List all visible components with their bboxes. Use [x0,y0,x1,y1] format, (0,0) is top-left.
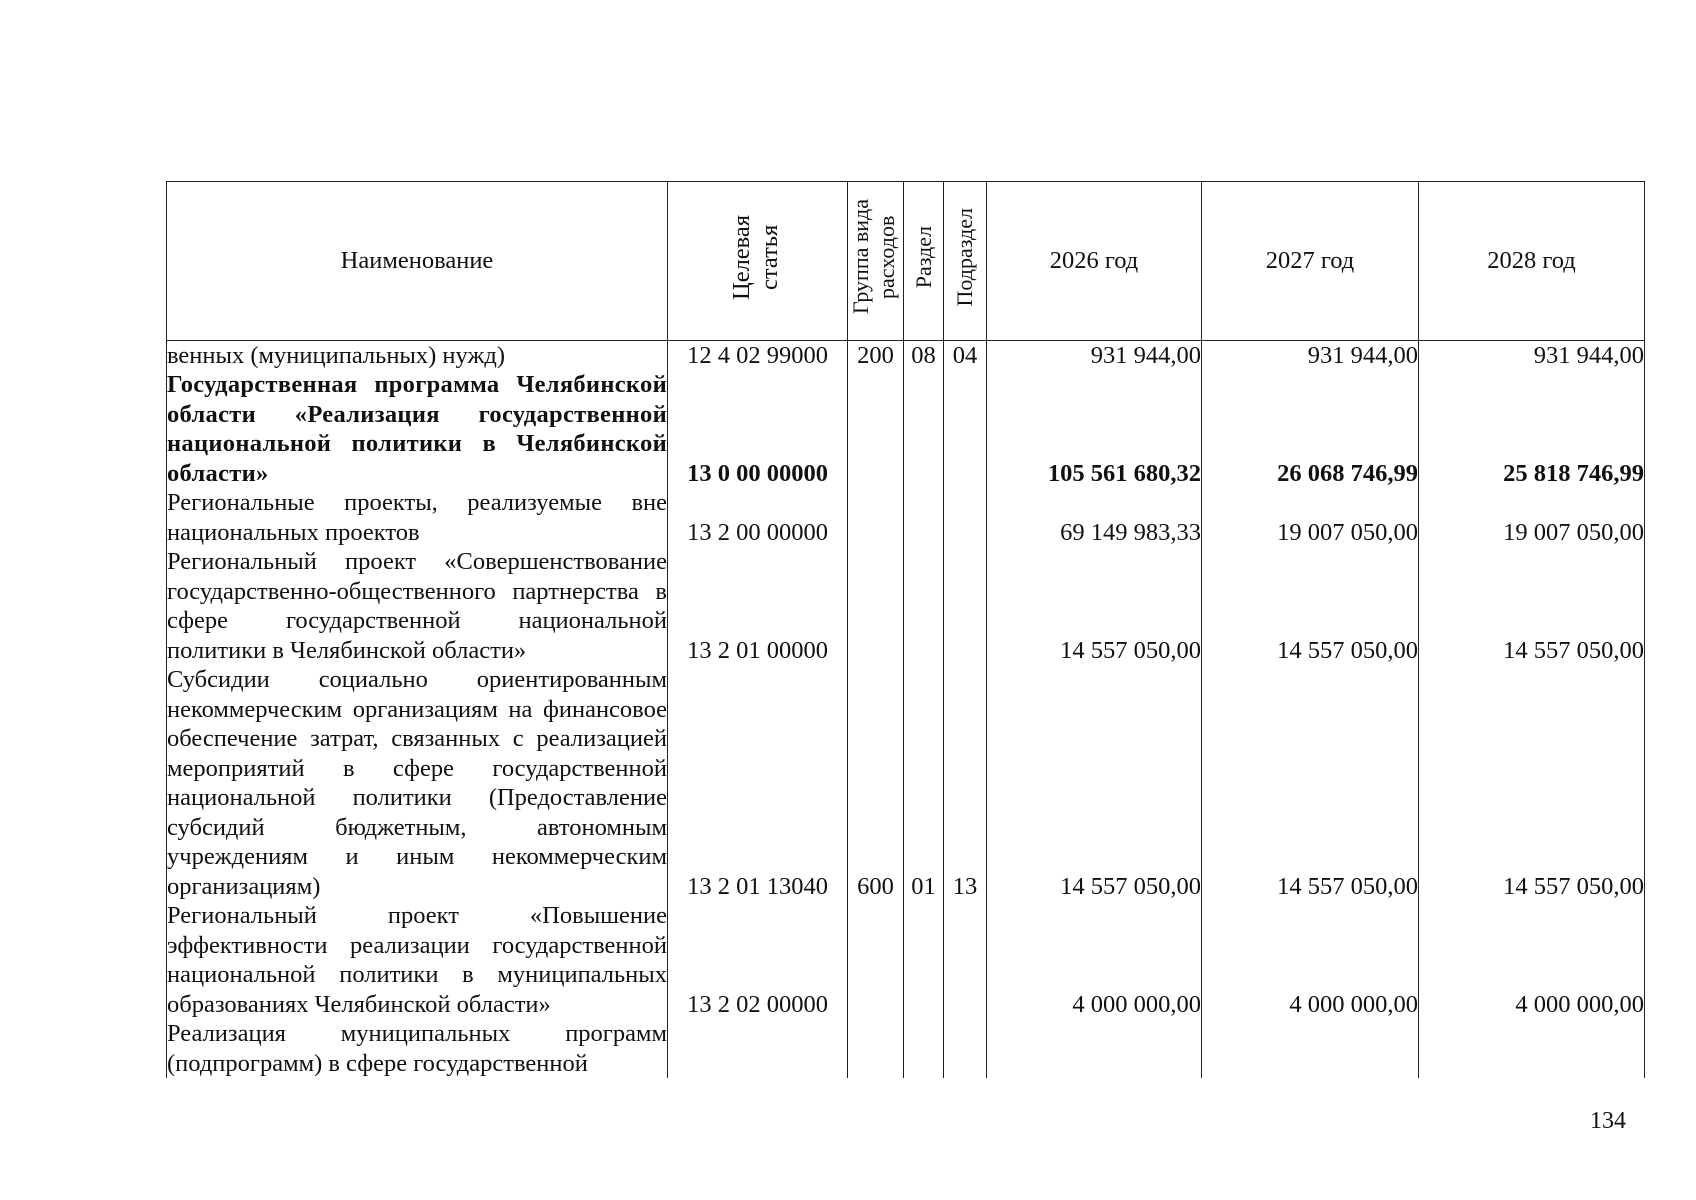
row-subsection [944,547,987,665]
row-2028 [1419,1019,1645,1078]
row-subsection [944,1019,987,1078]
row-section [904,370,944,488]
row-section [904,547,944,665]
table-row [167,488,1645,547]
table-row [167,370,1645,488]
row-name: Государственная программа Челябинской области «Реализация государственной национальной политики в Челябинской области» [167,371,667,487]
row-section [904,488,944,547]
row-code: 13 0 00 00000 [668,370,848,488]
row-2027: 14 557 050,00 [1202,665,1419,901]
row-code [668,1019,848,1078]
budget-table [166,181,1645,1078]
row-2027: 14 557 050,00 [1202,547,1419,665]
header-2028: 2028 год [1419,182,1645,341]
row-group [848,547,904,665]
row-2027: 4 000 000,00 [1202,901,1419,1019]
row-2028: 931 944,00 [1419,340,1645,370]
row-section: 01 [904,665,944,901]
row-2026 [987,1019,1202,1078]
row-2026: 4 000 000,00 [987,901,1202,1019]
row-2026: 105 561 680,32 [987,370,1202,488]
table-row [167,1019,1645,1078]
row-2028: 19 007 050,00 [1419,488,1645,547]
row-name: венных (муниципальных) нужд) [167,340,668,370]
row-2026: 14 557 050,00 [987,665,1202,901]
row-subsection: 04 [944,340,987,370]
header-name: Наименование [167,182,668,341]
row-subsection [944,488,987,547]
row-2027: 26 068 746,99 [1202,370,1419,488]
header-2026: 2026 год [987,182,1202,341]
table-row [167,901,1645,1019]
row-section [904,901,944,1019]
table-row [167,340,1645,370]
row-subsection: 13 [944,665,987,901]
row-2028: 14 557 050,00 [1419,665,1645,901]
table-header-row [167,182,1645,341]
row-group: 600 [848,665,904,901]
row-code: 12 4 02 99000 [668,340,848,370]
row-code: 13 2 01 13040 [668,665,848,901]
header-target-article: Целевая статья [668,182,848,341]
table-row [167,547,1645,665]
row-group [848,370,904,488]
row-name: Региональный проект «Повышение эффективности реализации государственной национальной политики в муниципальных образованиях Челябинской области» [167,902,667,1018]
row-2028: 4 000 000,00 [1419,901,1645,1019]
page-number: 134 [1590,1108,1626,1134]
row-name: Региональные проекты, реализуемые вне национальных проектов [167,489,667,546]
row-section: 08 [904,340,944,370]
row-name: Субсидии социально ориентированным некоммерческим организациям на финансовое обеспечение затрат, связанных с реализацией мероприятий в сфере государственной национальной политики (Предоставление субсидий бюджетным, автономным учреждениям и иным некоммерческим организациям) [167,666,667,900]
row-2026: 931 944,00 [987,340,1202,370]
row-2026: 69 149 983,33 [987,488,1202,547]
header-section: Раздел [904,182,944,341]
row-name: Региональный проект «Совершенствование государственно-общественного партнерства в сфере государственной национальной политики в Челябинской области» [167,548,667,664]
row-2028: 14 557 050,00 [1419,547,1645,665]
header-2027: 2027 год [1202,182,1419,341]
row-2027: 19 007 050,00 [1202,488,1419,547]
row-2026: 14 557 050,00 [987,547,1202,665]
row-group: 200 [848,340,904,370]
row-group [848,901,904,1019]
row-name: Реализация муниципальных программ (подпрограмм) в сфере государственной [167,1020,667,1077]
table-row [167,665,1645,901]
row-2027 [1202,1019,1419,1078]
row-code: 13 2 01 00000 [668,547,848,665]
row-code: 13 2 02 00000 [668,901,848,1019]
header-expense-group: Группа вида расходов [848,182,904,341]
row-group [848,1019,904,1078]
row-code: 13 2 00 00000 [668,488,848,547]
row-subsection [944,370,987,488]
row-section [904,1019,944,1078]
header-subsection: Подраздел [944,182,987,341]
row-2028: 25 818 746,99 [1419,370,1645,488]
row-group [848,488,904,547]
row-2027: 931 944,00 [1202,340,1419,370]
row-subsection [944,901,987,1019]
